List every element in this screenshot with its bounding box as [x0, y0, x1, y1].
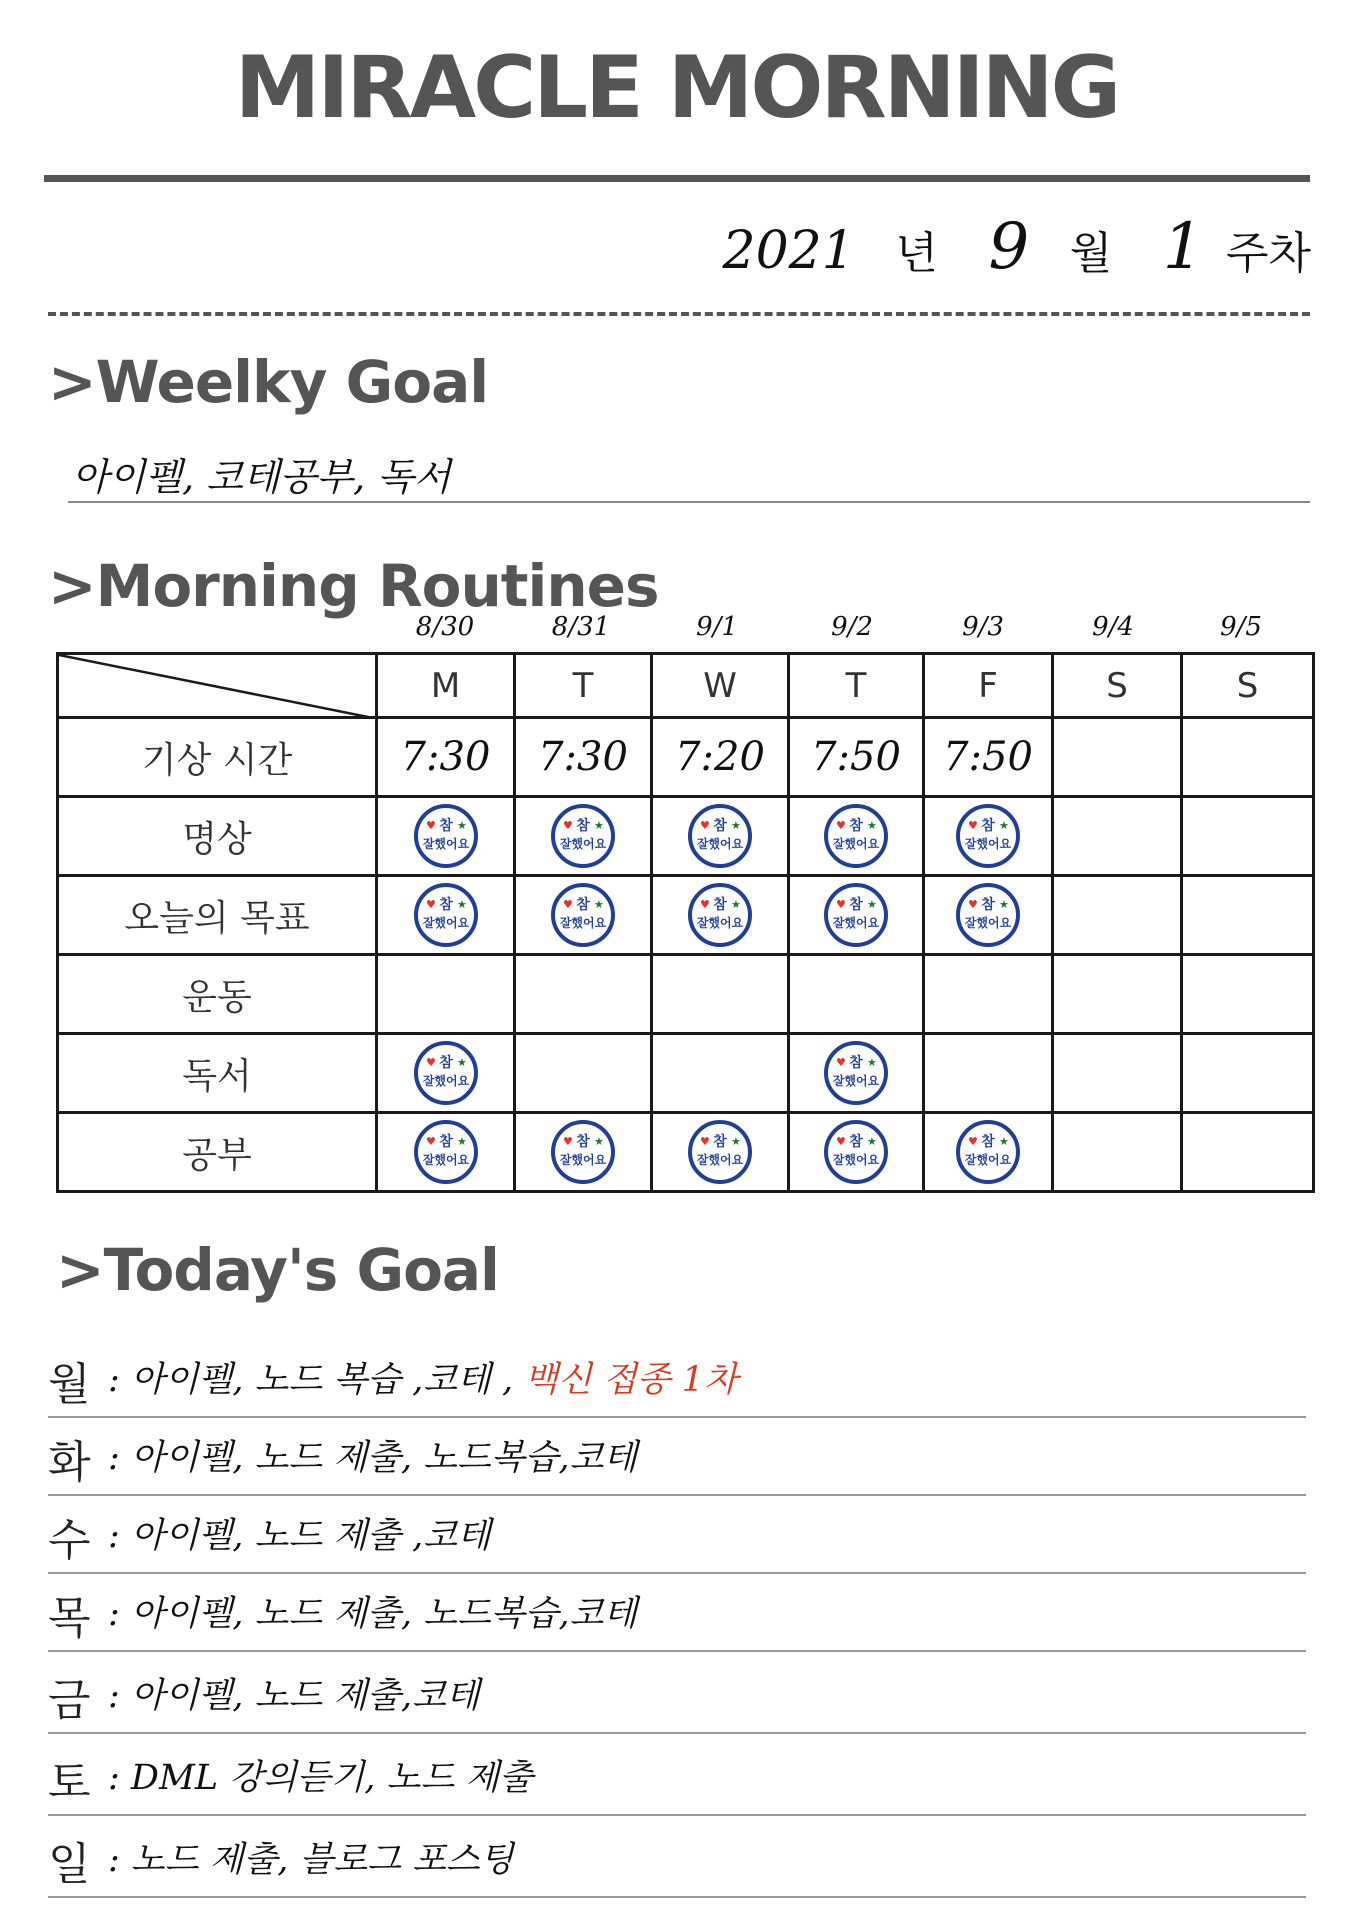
svg-text:잘했어요: 잘했어요 — [422, 837, 469, 851]
routine-cell — [1182, 955, 1314, 1034]
svg-text:참: 참 — [438, 897, 453, 913]
routine-row — [58, 876, 1314, 955]
svg-text:잘했어요: 잘했어요 — [832, 916, 880, 930]
goal-text: : 아이펠, 노드 제출, 노드복습,코테 — [108, 1438, 638, 1478]
date-label: 9/1 — [696, 612, 738, 642]
heart-icon: ♥ — [968, 819, 978, 832]
routine-cell — [789, 797, 924, 876]
svg-text:참: 참 — [713, 818, 727, 834]
well-done-stamp-icon — [413, 1040, 479, 1106]
routine-cell — [515, 876, 652, 955]
star-icon: ★ — [867, 898, 877, 911]
star-icon: ★ — [867, 1135, 877, 1148]
month-value: 9 — [988, 210, 1030, 284]
svg-text:잘했어요: 잘했어요 — [696, 837, 744, 851]
heart-icon: ♥ — [836, 1135, 846, 1148]
routine-cell — [377, 955, 515, 1034]
goal-row — [48, 1736, 1306, 1816]
routine-row — [58, 718, 1314, 797]
goal-day-label: 토 — [48, 1757, 91, 1808]
routine-cell — [789, 876, 924, 955]
goal-row — [48, 1338, 1306, 1418]
goal-highlight-text: 백신 접종 1차 — [513, 1360, 738, 1400]
svg-text:참: 참 — [438, 818, 453, 834]
goal-day-label: 일 — [48, 1839, 91, 1890]
star-icon: ★ — [867, 819, 877, 832]
svg-text:참: 참 — [438, 1134, 453, 1150]
heart-icon: ♥ — [836, 819, 846, 832]
wake-time-cell — [1182, 718, 1314, 797]
heart-icon: ♥ — [425, 1056, 436, 1069]
heart-icon: ♥ — [563, 819, 573, 832]
date-label: 9/4 — [1092, 612, 1134, 642]
page-title: MIRACLE MORNING — [234, 38, 1119, 138]
star-icon: ★ — [594, 898, 604, 911]
routine-cell — [789, 955, 924, 1034]
star-icon: ★ — [594, 1135, 604, 1148]
goal-row — [48, 1818, 1306, 1898]
goal-row — [48, 1416, 1306, 1496]
morning-routines-heading: >Morning Routines — [48, 552, 659, 620]
weekly-goal-text: 아이펠, 코테공부, 독서 — [72, 455, 451, 499]
well-done-stamp-icon — [413, 803, 479, 869]
routine-cell — [924, 1034, 1053, 1113]
weekly-goal-heading: >Weelky Goal — [48, 348, 489, 416]
week-indicator — [689, 210, 1311, 284]
routine-cell — [652, 876, 789, 955]
goal-day-label: 금 — [48, 1675, 91, 1726]
dashed-divider — [48, 312, 1310, 316]
routine-cell — [789, 1113, 924, 1192]
star-icon: ★ — [867, 1056, 877, 1069]
star-icon: ★ — [999, 1135, 1009, 1148]
svg-text:잘했어요: 잘했어요 — [422, 1074, 469, 1088]
goal-text: : 노드 제출, 블로그 포스팅 — [108, 1840, 514, 1880]
goal-day-label: 수 — [48, 1515, 91, 1566]
star-icon: ★ — [731, 1135, 741, 1148]
well-done-stamp-icon — [687, 882, 753, 948]
date-label: 8/30 — [415, 612, 475, 642]
routine-cell — [1182, 1034, 1314, 1113]
routine-cell — [1182, 876, 1314, 955]
svg-text:잘했어요: 잘했어요 — [832, 1153, 880, 1167]
routine-cell — [377, 797, 515, 876]
well-done-stamp-icon — [823, 1119, 889, 1185]
weekday-header: T — [515, 654, 652, 718]
routine-row — [58, 797, 1314, 876]
wake-time-cell: 7:30 — [515, 718, 652, 797]
well-done-stamp-icon — [823, 882, 889, 948]
goal-row — [48, 1654, 1306, 1734]
routine-cell — [1053, 797, 1182, 876]
weekday-header: S — [1053, 654, 1182, 718]
star-icon: ★ — [456, 898, 467, 911]
week-value: 1 — [1162, 210, 1204, 284]
star-icon: ★ — [456, 1056, 467, 1069]
wake-time-cell: 7:30 — [377, 718, 515, 797]
year-unit: 년 — [895, 228, 938, 279]
date-label: 8/31 — [551, 612, 611, 642]
svg-text:잘했어요: 잘했어요 — [696, 1153, 744, 1167]
heart-icon: ♥ — [563, 1135, 573, 1148]
routine-cell — [515, 1034, 652, 1113]
svg-text:참: 참 — [713, 897, 727, 913]
routine-cell — [377, 876, 515, 955]
svg-text:참: 참 — [981, 818, 995, 834]
routine-cell — [1053, 876, 1182, 955]
heart-icon: ♥ — [700, 1135, 710, 1148]
weekly-goal-underline — [68, 501, 1310, 503]
svg-text:잘했어요: 잘했어요 — [422, 1153, 469, 1167]
weekday-header: T — [789, 654, 924, 718]
routine-row — [58, 955, 1314, 1034]
well-done-stamp-icon — [955, 803, 1021, 869]
routine-cell — [515, 797, 652, 876]
svg-text:참: 참 — [713, 1134, 727, 1150]
routine-cell — [377, 1034, 515, 1113]
wake-time-cell: 7:50 — [789, 718, 924, 797]
goal-day-label: 월 — [48, 1359, 91, 1410]
weekday-header: F — [924, 654, 1053, 718]
routine-cell — [789, 1034, 924, 1113]
goal-row — [48, 1572, 1306, 1652]
wake-time-cell — [1053, 718, 1182, 797]
svg-text:참: 참 — [849, 1055, 863, 1071]
svg-text:잘했어요: 잘했어요 — [964, 837, 1012, 851]
routine-label: 운동 — [58, 955, 377, 1034]
star-icon: ★ — [456, 819, 467, 832]
title-divider — [44, 175, 1310, 182]
routine-cell — [1053, 955, 1182, 1034]
well-done-stamp-icon — [823, 803, 889, 869]
goal-text: : 아이펠, 노드 제출, 노드복습,코테 — [108, 1594, 638, 1634]
heart-icon: ♥ — [836, 898, 846, 911]
weekday-header: S — [1182, 654, 1314, 718]
routine-row — [58, 1034, 1314, 1113]
month-unit: 월 — [1069, 228, 1113, 279]
routine-cell — [652, 955, 789, 1034]
date-label: 9/3 — [962, 612, 1004, 642]
svg-text:참: 참 — [576, 818, 590, 834]
routine-label: 명상 — [58, 797, 377, 876]
heart-icon: ♥ — [425, 819, 436, 832]
well-done-stamp-icon — [955, 882, 1021, 948]
routine-cell — [515, 1113, 652, 1192]
well-done-stamp-icon — [955, 1119, 1021, 1185]
weekday-header: M — [377, 654, 515, 718]
goal-row — [48, 1494, 1306, 1574]
heart-icon: ♥ — [968, 898, 978, 911]
date-label: 9/2 — [831, 612, 873, 642]
star-icon: ★ — [731, 819, 741, 832]
svg-text:참: 참 — [576, 897, 590, 913]
routine-label: 독서 — [58, 1034, 377, 1113]
well-done-stamp-icon — [687, 1119, 753, 1185]
well-done-stamp-icon — [550, 803, 616, 869]
date-row — [0, 612, 1353, 652]
heart-icon: ♥ — [836, 1056, 846, 1069]
heart-icon: ♥ — [425, 898, 436, 911]
svg-text:참: 참 — [849, 818, 863, 834]
svg-text:잘했어요: 잘했어요 — [964, 1153, 1012, 1167]
heart-icon: ♥ — [425, 1135, 436, 1148]
date-label: 9/5 — [1220, 612, 1262, 642]
routine-cell — [515, 955, 652, 1034]
svg-text:참: 참 — [849, 897, 863, 913]
routine-cell — [377, 1113, 515, 1192]
routine-row — [58, 1113, 1314, 1192]
svg-text:참: 참 — [981, 1134, 995, 1150]
well-done-stamp-icon — [413, 1119, 479, 1185]
well-done-stamp-icon — [550, 1119, 616, 1185]
routine-label: 공부 — [58, 1113, 377, 1192]
svg-text:참: 참 — [849, 1134, 863, 1150]
well-done-stamp-icon — [413, 882, 479, 948]
heart-icon: ♥ — [968, 1135, 978, 1148]
heart-icon: ♥ — [563, 898, 573, 911]
star-icon: ★ — [594, 819, 604, 832]
routine-cell — [924, 1113, 1053, 1192]
star-icon: ★ — [999, 898, 1009, 911]
star-icon: ★ — [731, 898, 741, 911]
goal-day-label: 화 — [48, 1437, 91, 1488]
wake-time-cell: 7:50 — [924, 718, 1053, 797]
goal-text: : 아이펠, 노드 복습 ,코테 , 백신 접종 1차 — [108, 1360, 738, 1400]
svg-text:잘했어요: 잘했어요 — [964, 916, 1012, 930]
svg-text:잘했어요: 잘했어요 — [559, 916, 607, 930]
routine-cell — [1182, 1113, 1314, 1192]
diagonal-line — [59, 655, 377, 718]
goal-text: : 아이펠, 노드 제출,코테 — [108, 1676, 480, 1716]
well-done-stamp-icon — [550, 882, 616, 948]
goal-text: : DML 강의듣기, 노드 제출 — [108, 1758, 534, 1798]
routine-cell — [924, 797, 1053, 876]
svg-text:잘했어요: 잘했어요 — [422, 916, 469, 930]
star-icon: ★ — [999, 819, 1009, 832]
routine-cell — [1053, 1034, 1182, 1113]
routine-cell — [1053, 1113, 1182, 1192]
heart-icon: ♥ — [700, 898, 710, 911]
svg-text:잘했어요: 잘했어요 — [559, 1153, 607, 1167]
svg-text:잘했어요: 잘했어요 — [832, 1074, 880, 1088]
goal-day-label: 목 — [48, 1593, 91, 1644]
corner-cell — [58, 654, 377, 718]
svg-text:참: 참 — [438, 1055, 453, 1071]
routine-cell — [652, 1034, 789, 1113]
svg-text:잘했어요: 잘했어요 — [559, 837, 607, 851]
star-icon: ★ — [456, 1135, 467, 1148]
goal-text: : 아이펠, 노드 제출 ,코테 — [108, 1516, 491, 1556]
svg-text:참: 참 — [576, 1134, 590, 1150]
heart-icon: ♥ — [700, 819, 710, 832]
routine-table — [56, 652, 1315, 1193]
routine-cell — [652, 797, 789, 876]
routine-cell — [1182, 797, 1314, 876]
svg-text:잘했어요: 잘했어요 — [696, 916, 744, 930]
routine-label: 오늘의 목표 — [58, 876, 377, 955]
year-value: 2021 — [722, 221, 855, 281]
todays-goal-heading: >Today's Goal — [56, 1236, 499, 1304]
weekday-header: W — [652, 654, 789, 718]
svg-text:참: 참 — [981, 897, 995, 913]
svg-text:잘했어요: 잘했어요 — [832, 837, 880, 851]
routine-cell — [924, 876, 1053, 955]
wake-time-cell: 7:20 — [652, 718, 789, 797]
week-unit: 주차 — [1225, 228, 1311, 279]
well-done-stamp-icon — [823, 1040, 889, 1106]
routine-cell — [652, 1113, 789, 1192]
routine-label: 기상 시간 — [58, 718, 377, 797]
well-done-stamp-icon — [687, 803, 753, 869]
routine-cell — [924, 955, 1053, 1034]
